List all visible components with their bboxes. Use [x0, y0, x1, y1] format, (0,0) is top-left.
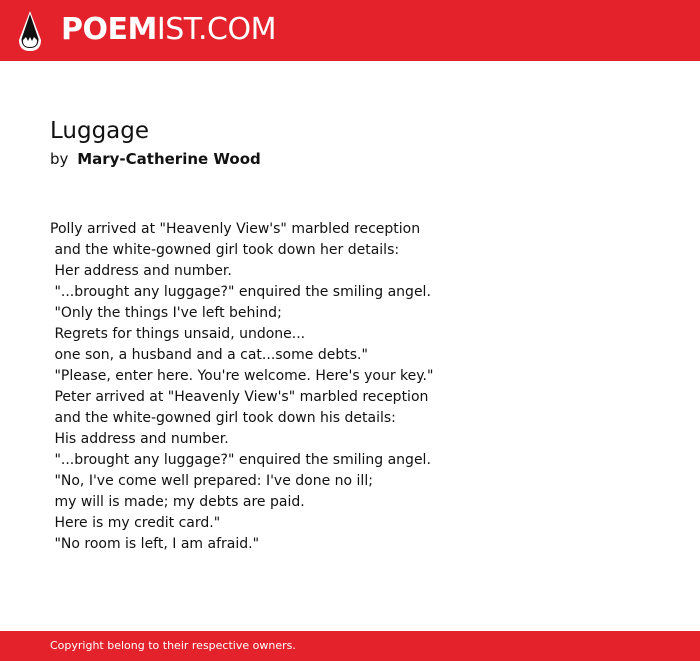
poem-line: "...brought any luggage?" enquired the smiling angel. [50, 452, 431, 468]
poem-line: "...brought any luggage?" enquired the smiling angel. [50, 284, 431, 300]
copyright-notice: Copyright belong to their respective owners. [50, 639, 296, 652]
poem-line: "No room is left, I am afraid." [50, 536, 260, 552]
poem-line: Peter arrived at "Heavenly View's" marbled reception [50, 389, 429, 405]
site-header [0, 0, 700, 61]
poem-line: His address and number. [50, 431, 229, 447]
poem-line: my will is made; my debts are paid. [50, 494, 305, 510]
poem-title: Luggage [50, 118, 150, 144]
pencil-tip-icon [17, 10, 43, 52]
poem-line: "Only the things I've left behind; [50, 305, 282, 321]
byline [50, 149, 261, 169]
poem-line: Polly arrived at "Heavenly View's" marbled reception [50, 221, 421, 237]
author-name: Mary-Catherine Wood [77, 150, 261, 168]
by-label: by [50, 150, 69, 168]
poem-line: one son, a husband and a cat...some debts." [50, 347, 368, 363]
site-logo[interactable] [61, 11, 276, 49]
poem-line: "No, I've come well prepared: I've done no ill; [50, 473, 373, 489]
poem-line: Here is my credit card." [50, 515, 221, 531]
poem-line: and the white-gowned girl took down her details: [50, 242, 400, 258]
site-footer [0, 631, 700, 661]
poem-line: Regrets for things unsaid, undone... [50, 326, 306, 342]
poem-line: Her address and number. [50, 263, 232, 279]
logo-light-text: IST.COM [156, 12, 276, 47]
poem-line: "Please, enter here. You're welcome. Here's your key." [50, 368, 434, 384]
poem-line: and the white-gowned girl took down his details: [50, 410, 396, 426]
logo-bold-text: POEM [61, 12, 157, 47]
poem-body [50, 219, 433, 555]
